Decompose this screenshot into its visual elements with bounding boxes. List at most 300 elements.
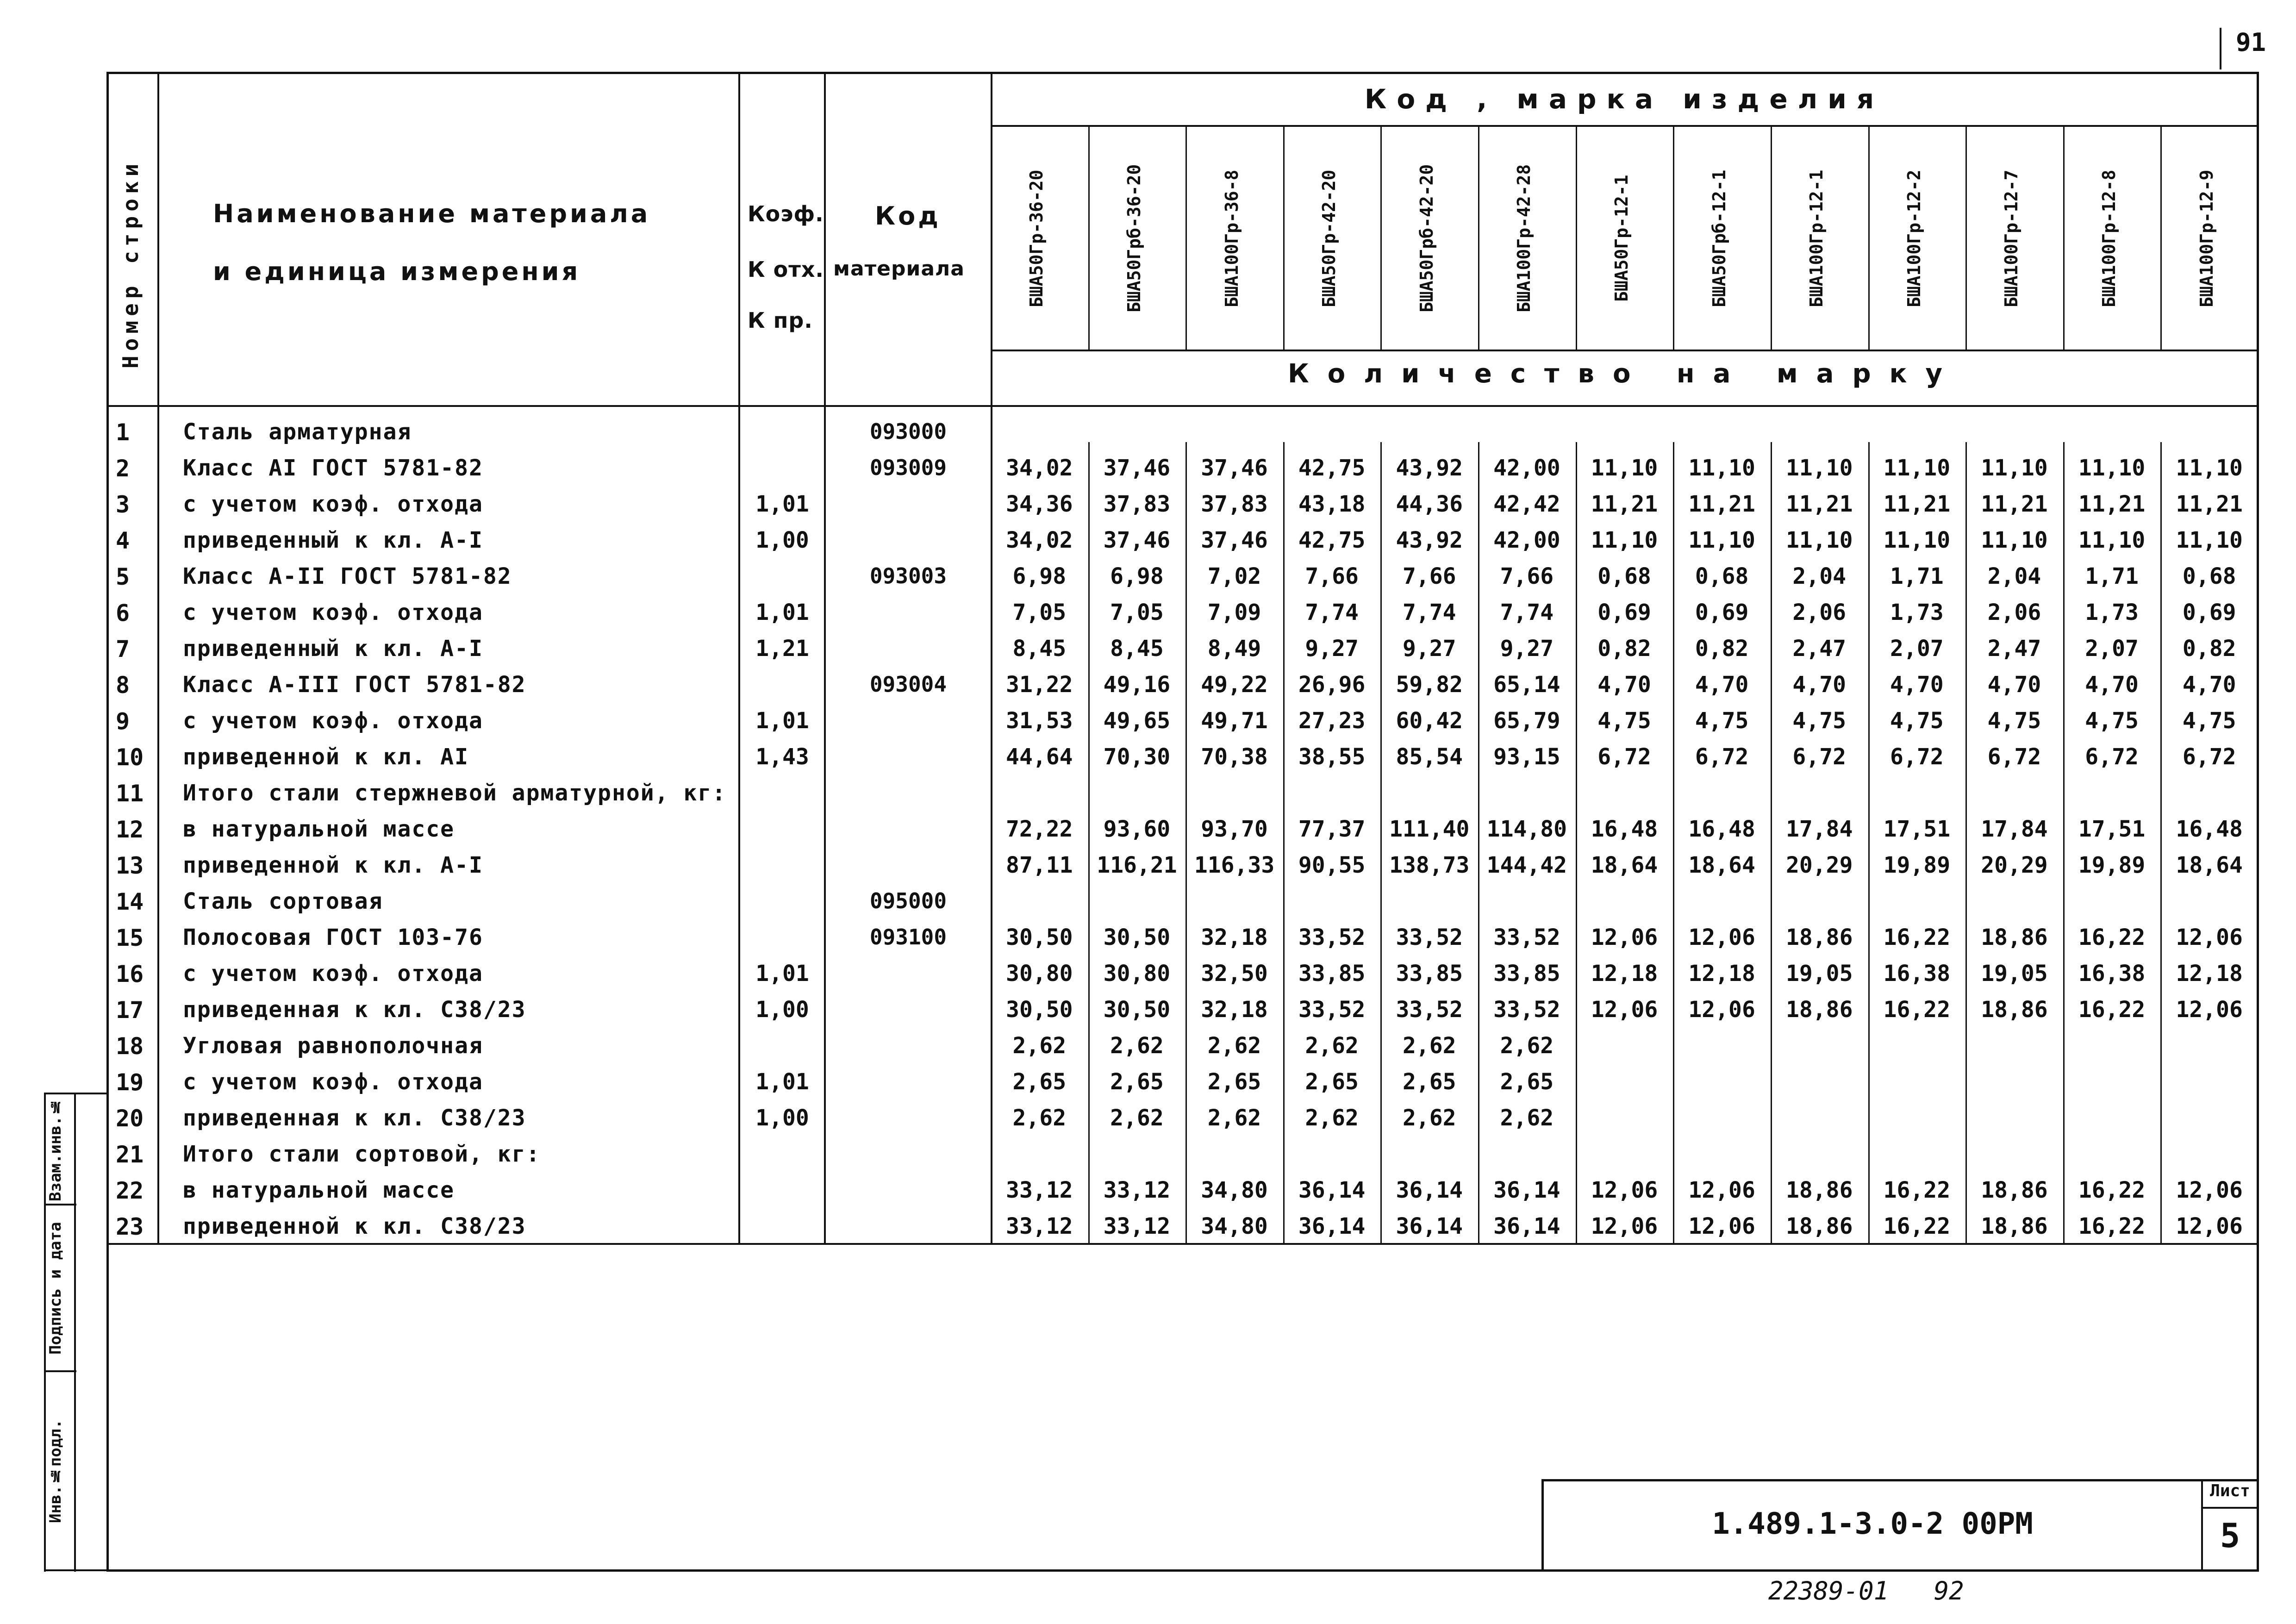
quantity-cell: 16,48 xyxy=(1688,816,1755,842)
row-number: 21 xyxy=(116,1141,144,1168)
quantity-cell: 11,10 xyxy=(1591,455,1658,481)
stamp-inv-podl: Инв.№подл. xyxy=(46,1419,65,1523)
quantity-cell: 17,84 xyxy=(1981,816,2048,842)
row-material-name: с учетом коэф. отхода xyxy=(183,1069,483,1095)
quantity-cell: 26,96 xyxy=(1298,672,1366,698)
quantity-cell: 2,62 xyxy=(1110,1105,1164,1131)
row-material-name: приведенной к кл. AI xyxy=(183,744,469,770)
row-material-name: Полосовая ГОСТ 103-76 xyxy=(183,924,483,950)
row-coefficient: 1,01 xyxy=(755,708,809,734)
quantity-cell: 33,12 xyxy=(1103,1213,1171,1239)
quantity-cell: 16,48 xyxy=(2176,816,2243,842)
row-material-name: Итого стали сортовой, кг: xyxy=(183,1141,541,1167)
quantity-cell: 33,52 xyxy=(1396,997,1463,1023)
row-number: 3 xyxy=(116,491,130,518)
row-number: 7 xyxy=(116,636,130,662)
quantity-cell: 11,21 xyxy=(2078,491,2146,517)
quantity-cell: 11,10 xyxy=(2176,527,2243,553)
quantity-cell: 18,86 xyxy=(1981,997,2048,1023)
row-coefficient: 1,00 xyxy=(755,997,809,1023)
quantity-cell: 30,80 xyxy=(1103,961,1171,987)
quantity-cell: 11,10 xyxy=(1688,527,1755,553)
stamp-right xyxy=(74,1093,76,1572)
product-code-label: БША100Гр-12-2 xyxy=(1903,169,1924,307)
quantity-cell: 12,06 xyxy=(1591,997,1658,1023)
row-coefficient: 1,00 xyxy=(755,527,809,553)
quantity-cell: 2,47 xyxy=(1792,636,1847,662)
group-title: Код , марка изделия xyxy=(1364,83,1884,115)
row-material-name: Класс AI ГОСТ 5781-82 xyxy=(183,455,483,481)
quantity-cell: 144,42 xyxy=(1486,852,1567,878)
row-material-code: 093000 xyxy=(869,419,947,444)
quantity-cell: 7,74 xyxy=(1500,600,1554,625)
quantity-cell: 36,14 xyxy=(1493,1177,1560,1203)
product-code-label: БША100Гр-12-8 xyxy=(2099,169,2120,307)
quantity-cell: 12,06 xyxy=(1591,924,1658,950)
quantity-cell: 31,53 xyxy=(1006,708,1073,734)
quantity-cell: 11,10 xyxy=(1688,455,1755,481)
quantity-cell: 2,06 xyxy=(1987,600,2041,625)
quantity-cell: 2,65 xyxy=(1402,1069,1456,1095)
quantity-cell: 4,70 xyxy=(2182,672,2236,698)
quantity-cell: 11,10 xyxy=(1981,527,2048,553)
quantity-cell: 1,73 xyxy=(2085,600,2139,625)
row-coefficient: 1,01 xyxy=(755,961,809,987)
qty-title-rule xyxy=(991,350,2258,351)
product-code-label: БША100Гр-12-7 xyxy=(2001,169,2022,307)
quantity-cell: 7,05 xyxy=(1110,600,1164,625)
quantity-cell: 0,68 xyxy=(1597,563,1651,589)
row-material-name: с учетом коэф. отхода xyxy=(183,961,483,987)
quantity-cell: 19,89 xyxy=(2078,852,2146,878)
quantity-cell: 33,52 xyxy=(1493,997,1560,1023)
quantity-cell: 19,05 xyxy=(1785,961,1853,987)
row-number: 12 xyxy=(116,816,144,843)
quantity-cell: 4,70 xyxy=(1987,672,2041,698)
quantity-cell: 11,10 xyxy=(1883,455,1951,481)
value-col-divider xyxy=(1185,442,1187,1244)
row-material-name: Сталь арматурная xyxy=(183,419,412,445)
quantity-cell: 11,10 xyxy=(2078,455,2146,481)
row-material-code: 095000 xyxy=(869,888,947,913)
stamp-bottom xyxy=(44,1569,109,1571)
quantity-cell: 18,86 xyxy=(1785,1177,1853,1203)
quantity-cell: 11,21 xyxy=(1591,491,1658,517)
product-col-divider xyxy=(1478,125,1479,350)
quantity-cell: 12,06 xyxy=(1688,924,1755,950)
quantity-cell: 33,52 xyxy=(1396,924,1463,950)
doc-code: 1.489.1-3.0-2 00РМ xyxy=(1712,1507,2033,1541)
quantity-cell: 27,23 xyxy=(1298,708,1366,734)
quantity-cell: 0,82 xyxy=(2182,636,2236,662)
quantity-cell: 72,22 xyxy=(1006,816,1073,842)
quantity-cell: 9,27 xyxy=(1402,636,1456,662)
quantity-cell: 1,73 xyxy=(1890,600,1944,625)
quantity-cell: 32,18 xyxy=(1201,924,1268,950)
quantity-cell: 20,29 xyxy=(1981,852,2048,878)
quantity-cell: 37,46 xyxy=(1103,455,1171,481)
product-col-divider xyxy=(2063,125,2065,350)
quantity-cell: 30,50 xyxy=(1006,997,1073,1023)
quantity-cell: 2,62 xyxy=(1207,1033,1261,1059)
row-number: 19 xyxy=(116,1069,144,1096)
quantity-cell: 2,62 xyxy=(1500,1105,1554,1131)
product-col-divider xyxy=(1380,125,1382,350)
quantity-cell: 4,75 xyxy=(1695,708,1749,734)
stamp-vzam-inv: Взам.инв.№ xyxy=(46,1097,65,1201)
qty-title: Количество на марку xyxy=(1287,359,1961,389)
quantity-cell: 7,66 xyxy=(1402,563,1456,589)
quantity-cell: 8,45 xyxy=(1012,636,1067,662)
quantity-cell: 36,14 xyxy=(1396,1177,1463,1203)
quantity-cell: 7,09 xyxy=(1207,600,1261,625)
quantity-cell: 30,50 xyxy=(1103,924,1171,950)
quantity-cell: 17,51 xyxy=(1883,816,1951,842)
product-code-label: БША100Гр-12-1 xyxy=(1806,169,1827,307)
quantity-cell: 11,21 xyxy=(2176,491,2243,517)
value-col-divider xyxy=(1088,442,1090,1244)
quantity-cell: 33,52 xyxy=(1493,924,1560,950)
row-material-name: в натуральной массе xyxy=(183,1177,455,1203)
quantity-cell: 7,02 xyxy=(1207,563,1261,589)
page-number: 91 xyxy=(2236,28,2266,57)
quantity-cell: 6,72 xyxy=(2182,744,2236,770)
quantity-cell: 116,33 xyxy=(1194,852,1275,878)
quantity-cell: 7,05 xyxy=(1012,600,1067,625)
quantity-cell: 33,52 xyxy=(1298,997,1366,1023)
quantity-cell: 17,84 xyxy=(1785,816,1853,842)
quantity-cell: 2,65 xyxy=(1110,1069,1164,1095)
quantity-cell: 111,40 xyxy=(1389,816,1470,842)
value-col-divider xyxy=(2063,442,2065,1244)
quantity-cell: 16,48 xyxy=(1591,816,1658,842)
quantity-cell: 20,29 xyxy=(1785,852,1853,878)
quantity-cell: 2,62 xyxy=(1012,1033,1067,1059)
name-header-line2: и единица измерения xyxy=(213,257,581,286)
quantity-cell: 60,42 xyxy=(1396,708,1463,734)
row-material-code: 093003 xyxy=(869,563,947,588)
value-col-divider xyxy=(1380,442,1382,1244)
quantity-cell: 43,18 xyxy=(1298,491,1366,517)
row-coefficient: 1,01 xyxy=(755,600,809,625)
quantity-cell: 4,70 xyxy=(1890,672,1944,698)
quantity-cell: 31,22 xyxy=(1006,672,1073,698)
row-number: 20 xyxy=(116,1105,144,1132)
quantity-cell: 4,75 xyxy=(1890,708,1944,734)
quantity-cell: 6,72 xyxy=(2085,744,2139,770)
quantity-cell: 18,86 xyxy=(1981,924,2048,950)
quantity-cell: 12,06 xyxy=(1688,997,1755,1023)
quantity-cell: 11,10 xyxy=(2078,527,2146,553)
quantity-cell: 37,46 xyxy=(1201,527,1268,553)
row-number: 14 xyxy=(116,888,144,915)
row-material-name: Класс А-III ГОСТ 5781-82 xyxy=(183,672,526,698)
row-number: 18 xyxy=(116,1033,144,1060)
quantity-cell: 42,00 xyxy=(1493,455,1560,481)
quantity-cell: 49,65 xyxy=(1103,708,1171,734)
quantity-cell: 87,11 xyxy=(1006,852,1073,878)
quantity-cell: 2,04 xyxy=(1792,563,1847,589)
quantity-cell: 93,15 xyxy=(1493,744,1560,770)
quantity-cell: 49,22 xyxy=(1201,672,1268,698)
row-number: 8 xyxy=(116,672,130,699)
stamp-top xyxy=(44,1093,109,1094)
product-code-label: БША50Грб-36-20 xyxy=(1123,164,1144,313)
quantity-cell: 33,12 xyxy=(1103,1177,1171,1203)
product-code-label: БША50Гр-42-20 xyxy=(1319,169,1340,307)
row-material-name: Сталь сортовая xyxy=(183,888,383,914)
value-col-divider xyxy=(1673,442,1674,1244)
row-number: 23 xyxy=(116,1213,144,1240)
title-block-top xyxy=(1541,1479,2259,1481)
quantity-cell: 4,70 xyxy=(1695,672,1749,698)
quantity-cell: 1,71 xyxy=(1890,563,1944,589)
product-col-divider xyxy=(2160,125,2162,350)
quantity-cell: 18,64 xyxy=(2176,852,2243,878)
quantity-cell: 17,51 xyxy=(2078,816,2146,842)
col-div-3 xyxy=(824,72,826,1244)
value-col-divider xyxy=(1478,442,1479,1244)
quantity-cell: 12,06 xyxy=(1688,1177,1755,1203)
product-code-label: БША100Гр-36-8 xyxy=(1221,169,1242,307)
quantity-cell: 12,06 xyxy=(2176,924,2243,950)
row-material-name: Угловая равнополочная xyxy=(183,1033,483,1059)
row-material-name: приведенный к кл. А-I xyxy=(183,527,483,553)
code-header-1: Код xyxy=(875,201,941,231)
quantity-cell: 2,62 xyxy=(1110,1033,1164,1059)
quantity-cell: 2,65 xyxy=(1500,1069,1554,1095)
row-coefficient: 1,01 xyxy=(755,1069,809,1095)
quantity-cell: 2,62 xyxy=(1402,1033,1456,1059)
row-coefficient: 1,00 xyxy=(755,1105,809,1131)
quantity-cell: 42,00 xyxy=(1493,527,1560,553)
page-number-rule xyxy=(2220,28,2221,69)
col-div-4 xyxy=(991,72,992,1244)
quantity-cell: 16,22 xyxy=(1883,997,1951,1023)
row-coefficient: 1,43 xyxy=(755,744,809,770)
quantity-cell: 2,47 xyxy=(1987,636,2041,662)
quantity-cell: 0,69 xyxy=(1695,600,1749,625)
quantity-cell: 34,02 xyxy=(1006,527,1073,553)
sheet-number: 5 xyxy=(2220,1516,2240,1555)
row-material-name: приведенная к кл. С38/23 xyxy=(183,1105,526,1131)
quantity-cell: 4,75 xyxy=(1597,708,1651,734)
quantity-cell: 4,75 xyxy=(1792,708,1847,734)
quantity-cell: 16,22 xyxy=(2078,924,2146,950)
quantity-cell: 11,10 xyxy=(2176,455,2243,481)
quantity-cell: 70,38 xyxy=(1201,744,1268,770)
row-number: 4 xyxy=(116,527,130,554)
quantity-cell: 32,50 xyxy=(1201,961,1268,987)
quantity-cell: 12,06 xyxy=(2176,997,2243,1023)
quantity-cell: 16,22 xyxy=(2078,1177,2146,1203)
quantity-cell: 2,62 xyxy=(1012,1105,1067,1131)
product-col-divider xyxy=(1576,125,1577,350)
quantity-cell: 33,12 xyxy=(1006,1213,1073,1239)
quantity-cell: 6,98 xyxy=(1012,563,1067,589)
table-bottom-rule xyxy=(106,1243,2259,1245)
quantity-cell: 2,62 xyxy=(1500,1033,1554,1059)
quantity-cell: 11,10 xyxy=(1785,527,1853,553)
quantity-cell: 16,22 xyxy=(1883,1213,1951,1239)
quantity-cell: 33,85 xyxy=(1298,961,1366,987)
stamp-div2 xyxy=(44,1370,76,1372)
quantity-cell: 7,66 xyxy=(1305,563,1359,589)
quantity-cell: 36,14 xyxy=(1493,1213,1560,1239)
row-number: 11 xyxy=(116,780,144,807)
quantity-cell: 11,21 xyxy=(1688,491,1755,517)
value-col-divider xyxy=(1283,442,1285,1244)
row-number: 15 xyxy=(116,924,144,951)
quantity-cell: 11,10 xyxy=(1883,527,1951,553)
quantity-cell: 8,49 xyxy=(1207,636,1261,662)
quantity-cell: 4,70 xyxy=(1597,672,1651,698)
row-material-name: приведенной к кл. С38/23 xyxy=(183,1213,526,1239)
quantity-cell: 0,68 xyxy=(1695,563,1749,589)
quantity-cell: 4,75 xyxy=(2182,708,2236,734)
quantity-cell: 2,07 xyxy=(2085,636,2139,662)
quantity-cell: 0,82 xyxy=(1695,636,1749,662)
quantity-cell: 37,83 xyxy=(1201,491,1268,517)
quantity-cell: 65,14 xyxy=(1493,672,1560,698)
quantity-cell: 19,05 xyxy=(1981,961,2048,987)
quantity-cell: 1,71 xyxy=(2085,563,2139,589)
quantity-cell: 16,22 xyxy=(2078,1213,2146,1239)
stamp-podpis-data: Подпись и дата xyxy=(46,1222,65,1355)
quantity-cell: 16,22 xyxy=(1883,1177,1951,1203)
quantity-cell: 114,80 xyxy=(1486,816,1567,842)
quantity-cell: 0,69 xyxy=(1597,600,1651,625)
quantity-cell: 90,55 xyxy=(1298,852,1366,878)
code-header-2: материала xyxy=(833,257,965,281)
quantity-cell: 6,72 xyxy=(1597,744,1651,770)
quantity-cell: 43,92 xyxy=(1396,455,1463,481)
coef-header-2: К отх. xyxy=(748,257,824,282)
quantity-cell: 4,75 xyxy=(1987,708,2041,734)
quantity-cell: 33,12 xyxy=(1006,1177,1073,1203)
quantity-cell: 38,55 xyxy=(1298,744,1366,770)
row-number: 13 xyxy=(116,852,144,879)
quantity-cell: 16,38 xyxy=(1883,961,1951,987)
quantity-cell: 0,82 xyxy=(1597,636,1651,662)
quantity-cell: 70,30 xyxy=(1103,744,1171,770)
row-material-name: приведенная к кл. С38/23 xyxy=(183,997,526,1023)
quantity-cell: 30,50 xyxy=(1103,997,1171,1023)
row-material-name: Класс А-II ГОСТ 5781-82 xyxy=(183,563,512,589)
product-col-divider xyxy=(1185,125,1187,350)
quantity-cell: 138,73 xyxy=(1389,852,1470,878)
product-code-label: БША50Грб-42-20 xyxy=(1416,164,1437,313)
title-block-sheet-div xyxy=(2201,1479,2203,1572)
stamp-left xyxy=(44,1093,46,1572)
frame-left xyxy=(106,72,109,1572)
value-col-divider xyxy=(1771,442,1772,1244)
value-col-divider xyxy=(1965,442,1967,1244)
quantity-cell: 7,66 xyxy=(1500,563,1554,589)
quantity-cell: 30,50 xyxy=(1006,924,1073,950)
quantity-cell: 37,46 xyxy=(1201,455,1268,481)
quantity-cell: 12,06 xyxy=(2176,1213,2243,1239)
quantity-cell: 18,64 xyxy=(1591,852,1658,878)
quantity-cell: 16,22 xyxy=(2078,997,2146,1023)
quantity-cell: 6,72 xyxy=(1792,744,1847,770)
product-col-divider xyxy=(1088,125,1090,350)
col-div-2 xyxy=(738,72,740,1244)
quantity-cell: 44,36 xyxy=(1396,491,1463,517)
quantity-cell: 43,92 xyxy=(1396,527,1463,553)
quantity-cell: 4,70 xyxy=(1792,672,1847,698)
quantity-cell: 33,85 xyxy=(1493,961,1560,987)
quantity-cell: 34,80 xyxy=(1201,1213,1268,1239)
row-number: 1 xyxy=(116,419,130,446)
bottom-note: 22389-01 92 xyxy=(1768,1576,1964,1605)
quantity-cell: 16,38 xyxy=(2078,961,2146,987)
row-coefficient: 1,21 xyxy=(755,636,809,662)
row-material-name: приведенный к кл. А-I xyxy=(183,636,483,662)
row-number: 6 xyxy=(116,600,130,626)
quantity-cell: 11,10 xyxy=(1981,455,2048,481)
title-block-sheet-rule xyxy=(2201,1507,2259,1509)
quantity-cell: 18,86 xyxy=(1785,1213,1853,1239)
quantity-cell: 18,64 xyxy=(1688,852,1755,878)
row-material-name: с учетом коэф. отхода xyxy=(183,491,483,517)
stamp-div1 xyxy=(44,1204,76,1206)
row-material-name: с учетом коэф. отхода xyxy=(183,708,483,734)
quantity-cell: 65,79 xyxy=(1493,708,1560,734)
quantity-cell: 6,72 xyxy=(1695,744,1749,770)
frame-right xyxy=(2257,72,2259,1572)
row-coefficient: 1,01 xyxy=(755,491,809,517)
quantity-cell: 9,27 xyxy=(1500,636,1554,662)
quantity-cell: 12,06 xyxy=(1591,1177,1658,1203)
row-number: 22 xyxy=(116,1177,144,1204)
quantity-cell: 2,62 xyxy=(1305,1105,1359,1131)
quantity-cell: 116,21 xyxy=(1097,852,1177,878)
quantity-cell: 33,52 xyxy=(1298,924,1366,950)
quantity-cell: 34,80 xyxy=(1201,1177,1268,1203)
frame-bottom xyxy=(106,1569,2259,1572)
quantity-cell: 8,45 xyxy=(1110,636,1164,662)
quantity-cell: 93,60 xyxy=(1103,816,1171,842)
quantity-cell: 9,27 xyxy=(1305,636,1359,662)
quantity-cell: 49,71 xyxy=(1201,708,1268,734)
quantity-cell: 19,89 xyxy=(1883,852,1951,878)
quantity-cell: 2,04 xyxy=(1987,563,2041,589)
quantity-cell: 85,54 xyxy=(1396,744,1463,770)
quantity-cell: 37,83 xyxy=(1103,491,1171,517)
quantity-cell: 12,06 xyxy=(2176,1177,2243,1203)
quantity-cell: 12,06 xyxy=(1591,1213,1658,1239)
quantity-cell: 30,80 xyxy=(1006,961,1073,987)
row-number: 16 xyxy=(116,961,144,987)
row-number: 10 xyxy=(116,744,144,771)
row-material-code: 093009 xyxy=(869,455,947,480)
quantity-cell: 2,62 xyxy=(1305,1033,1359,1059)
product-col-divider xyxy=(1868,125,1870,350)
quantity-cell: 2,65 xyxy=(1305,1069,1359,1095)
quantity-cell: 37,46 xyxy=(1103,527,1171,553)
quantity-cell: 18,86 xyxy=(1785,997,1853,1023)
quantity-cell: 93,70 xyxy=(1201,816,1268,842)
quantity-cell: 77,37 xyxy=(1298,816,1366,842)
quantity-cell: 18,86 xyxy=(1785,924,1853,950)
quantity-cell: 44,64 xyxy=(1006,744,1073,770)
row-number: 2 xyxy=(116,455,130,482)
product-col-divider xyxy=(1965,125,1967,350)
quantity-cell: 12,18 xyxy=(1688,961,1755,987)
quantity-cell: 0,69 xyxy=(2182,600,2236,625)
quantity-cell: 6,72 xyxy=(1987,744,2041,770)
